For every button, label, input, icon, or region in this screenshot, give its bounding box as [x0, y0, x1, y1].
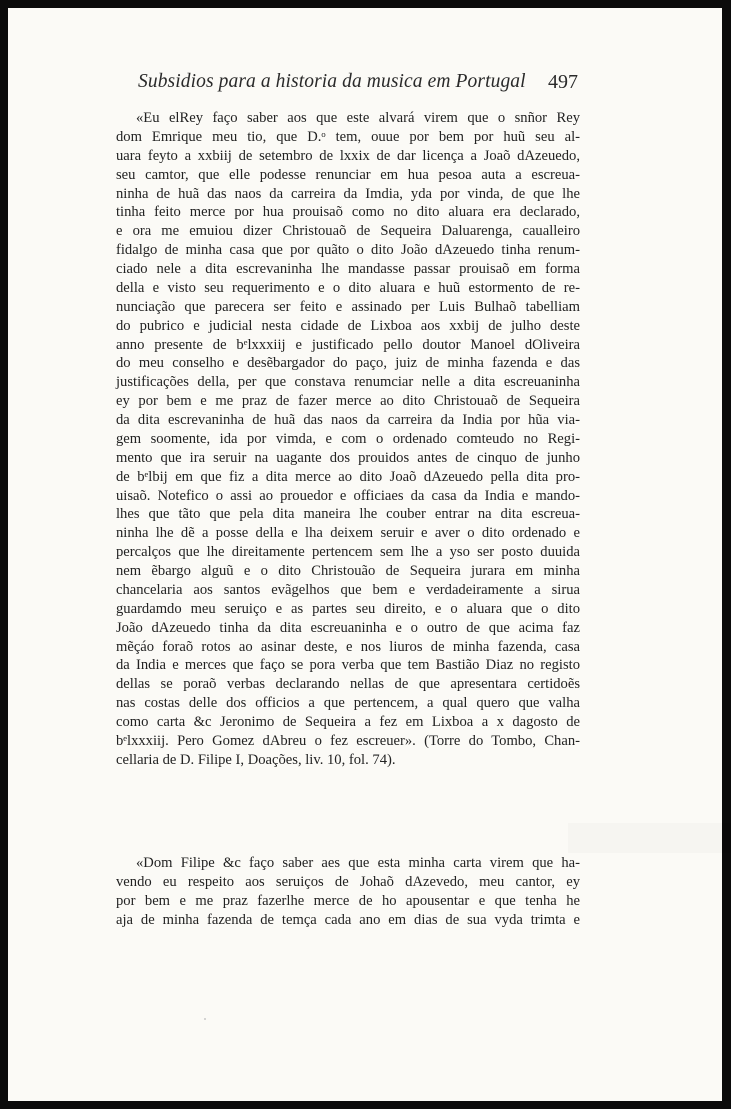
text-line: da India e merces que faço se pora verba que tem Bastião Diaz no registo	[116, 657, 580, 674]
text-line: cellaria de D. Filipe I, Doações, liv. 10, fol. 74).	[116, 751, 396, 768]
text-line: nem ẽbargo alguũ e o dito Christouão de Sequeira jurara em minha	[116, 563, 580, 579]
text-line: justificações della, per que constava renumciar nelle a dita escreuaninha	[116, 374, 580, 391]
show-through-smudge	[568, 823, 731, 853]
paper-speck	[204, 1018, 206, 1020]
text-line: nunciação que parecera ser feito e assinado per Luis Bulhaõ tabelliam	[116, 298, 580, 315]
document-paragraph-alvara	[116, 109, 580, 770]
text-line: aja de minha fazenda de temça cada ano em dias de sua vyda trimta e	[116, 911, 580, 928]
text-line: mento que ira seruir na uagante dos prouidos antes de cinquo de junho	[116, 449, 580, 466]
text-line: da dita escrevaninha de huã das naos da carreira da India por hũa via-	[116, 412, 580, 428]
text-line: ninha de huã das naos da carreira da Imdia, yda por vinda, de que lhe	[116, 185, 580, 202]
text-line: vendo eu respeito aos seruiços de Johaõ dAzevedo, meu cantor, ey	[116, 873, 580, 890]
text-line: «Eu elRey faço saber aos que este alvará virem que o snñor Rey	[136, 110, 580, 126]
text-line: mẽçáo foraõ rotos ao asinar deste, e nos liuros de minha fazenda, casa	[116, 638, 580, 655]
text-line: uara feyto a xxbiij de setembro de lxxix de dar licença a Joaõ dAzeuedo,	[116, 147, 580, 164]
text-line: tinha feito merce por hua prouisaõ como no dito aluara era declarado,	[116, 204, 580, 221]
page-number: 497	[548, 71, 578, 93]
text-line: «Dom Filipe &c faço saber aes que esta minha carta virem que ha-	[136, 855, 580, 871]
text-line: dellas se poraõ verbas declarando nellas de que apresentara certidoẽs	[116, 676, 580, 693]
text-line: como carta &c Jeronimo de Sequeira a fez em Lixboa a x dagosto de	[116, 714, 580, 730]
text-line: por bem e me praz fazerlhe merce de ho apousentar e que tenha he	[116, 892, 580, 909]
text-line: seu camtor, que elle podesse renunciar em hua pesoa auta a escreua-	[116, 166, 580, 183]
text-line: do pubrico e judicial nesta cidade de Lixboa aos xxbij de julho deste	[116, 317, 580, 334]
text-line: nas costas delle dos officios a que pertencem, a qual quero que valha	[116, 695, 580, 712]
text-line: della e visto seu requerimento e o dito aluara e huũ estormento de re-	[116, 279, 580, 296]
text-line: ciado nele a dita escrevaninha lhe mandasse passar prouisaõ em forma	[116, 261, 580, 277]
text-line: bᵉlxxxiij. Pero Gomez dAbreu o fez escreuer». (Torre do Tombo, Chan-	[116, 732, 580, 749]
text-line: lhes que tãto que pela dita maneira lhe couber entrar na dita escreua-	[116, 506, 580, 523]
page-header	[8, 71, 731, 101]
text-line: percalços que lhe direitamente pertencem sem lhe a yso ser posto duuida	[116, 544, 580, 561]
text-line: gem soomente, ida por vimda, e com o ordenado comteudo no Regi-	[116, 430, 580, 447]
text-line: João dAzeuedo tinha da dita escreuaninha e o outro de que acima faz	[116, 619, 580, 636]
text-line: do meu conselho e desẽbargador do paço, juiz de minha fazenda e das	[116, 355, 580, 372]
running-title: Subsidios para a historia da musica em Portugal	[138, 71, 526, 92]
text-line: ey por bem e me praz de fazer merce ao dito Christouaõ de Sequeira	[116, 393, 580, 410]
text-line: chancelaria aos santos evãgelhos que bem e verdadeiramente a sirua	[116, 581, 580, 598]
text-line: fidalgo de minha casa que por quãto o dito João dAzeuedo tinha renum-	[116, 242, 580, 259]
text-line: de bᵉlbij em que fiz a dita merce ao dito Joaõ dAzeuedo pella dita pro-	[116, 468, 580, 485]
text-line: dom Emrique meu tio, que D.ᵒ tem, ouue por bem por huũ seu al-	[116, 128, 580, 145]
text-line: ninha lhe dẽ a posse della e lha deixem seruir e aver o dito ordenado e	[116, 525, 580, 542]
document-paragraph-carta	[116, 854, 580, 930]
text-line: e ora me emuiou dizer Christouaõ de Sequeira Daluarenga, caualleiro	[116, 223, 580, 240]
text-line: guardamdo meu seruiço e as partes seu direito, e o aluara que o dito	[116, 600, 580, 617]
text-line: uisaõ. Notefico o assi ao prouedor e officiaes da casa da India e mando-	[116, 487, 580, 504]
text-line: anno presente de bᵉlxxxiij e justificado pello doutor Manoel dOliveira	[116, 336, 580, 353]
